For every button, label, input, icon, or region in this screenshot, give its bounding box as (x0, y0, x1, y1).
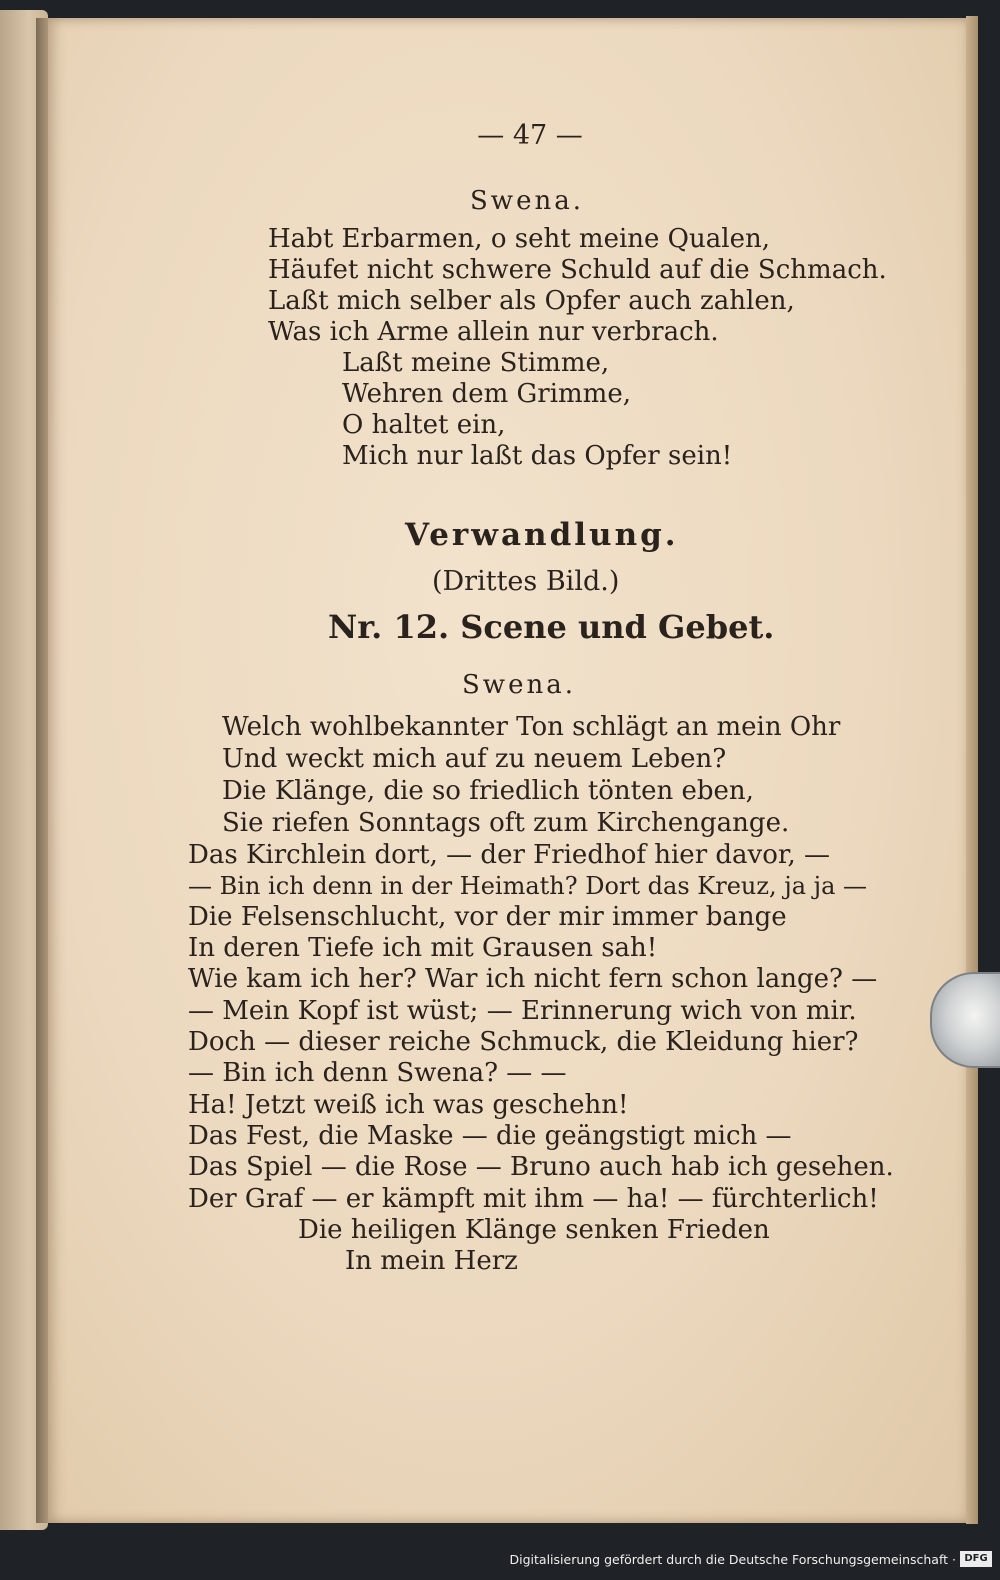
verse-line: Sie riefen Sonntags oft zum Kirchengange. (222, 808, 790, 838)
scene-title: Nr. 12. Scene und Gebet. (328, 608, 775, 646)
verse-line: — Bin ich denn in der Heimath? Dort das Kreuz, ja ja — (188, 872, 868, 900)
verse-line: O haltet ein, (342, 410, 506, 440)
verse-line: — Mein Kopf ist wüst; — Erinnerung wich von mir. (188, 996, 857, 1026)
verse-line: Die Felsenschlucht, vor der mir immer bange (188, 902, 787, 932)
verse-line: — Bin ich denn Swena? — — (188, 1058, 567, 1088)
verse-line: Das Fest, die Maske — die geängstigt mich — (188, 1121, 792, 1151)
verse-line: Laßt meine Stimme, (342, 348, 610, 378)
verse-line: Das Spiel — die Rose — Bruno auch hab ich gesehen. (188, 1152, 894, 1182)
speaker-name-2: Swena. (462, 670, 576, 700)
scene-subheading: (Drittes Bild.) (432, 566, 620, 597)
page-clip (930, 972, 1000, 1068)
verse-line: Wehren dem Grimme, (342, 379, 631, 409)
dfg-logo: DFG (960, 1551, 992, 1567)
verse-line: Welch wohlbekannter Ton schlägt an mein Ohr (222, 712, 841, 742)
verse-line: Laßt mich selber als Opfer auch zahlen, (268, 286, 795, 316)
verse-line: Und weckt mich auf zu neuem Leben? (222, 744, 727, 774)
verse-line: Mich nur laßt das Opfer sein! (342, 441, 733, 471)
digitization-credit: Digitalisierung gefördert durch die Deutsche Forschungsgemeinschaft · (509, 1552, 956, 1567)
verse-line: Das Kirchlein dort, — der Friedhof hier davor, — (188, 840, 830, 870)
verse-line: Doch — dieser reiche Schmuck, die Kleidung hier? (188, 1027, 859, 1057)
page-number: — 47 — (477, 120, 583, 151)
speaker-name-1: Swena. (470, 186, 584, 216)
page-fore-edge (966, 16, 978, 1524)
verse-line: In deren Tiefe ich mit Grausen sah! (188, 933, 658, 963)
verse-line: Die Klänge, die so friedlich tönten eben, (222, 776, 754, 806)
verse-line: Häufet nicht schwere Schuld auf die Schmach. (268, 255, 887, 285)
verse-line: Der Graf — er kämpft mit ihm — ha! — fürchterlich! (188, 1184, 879, 1214)
verse-line: Die heiligen Klänge senken Frieden (298, 1215, 770, 1245)
verse-line: In mein Herz (345, 1246, 518, 1276)
verse-line: Habt Erbarmen, o seht meine Qualen, (268, 224, 770, 254)
verse-line: Ha! Jetzt weiß ich was geschehn! (188, 1090, 629, 1120)
transformation-heading: Verwandlung. (405, 517, 679, 553)
verse-line: Wie kam ich her? War ich nicht fern schon lange? — (188, 964, 878, 994)
verse-line: Was ich Arme allein nur verbrach. (268, 317, 719, 347)
